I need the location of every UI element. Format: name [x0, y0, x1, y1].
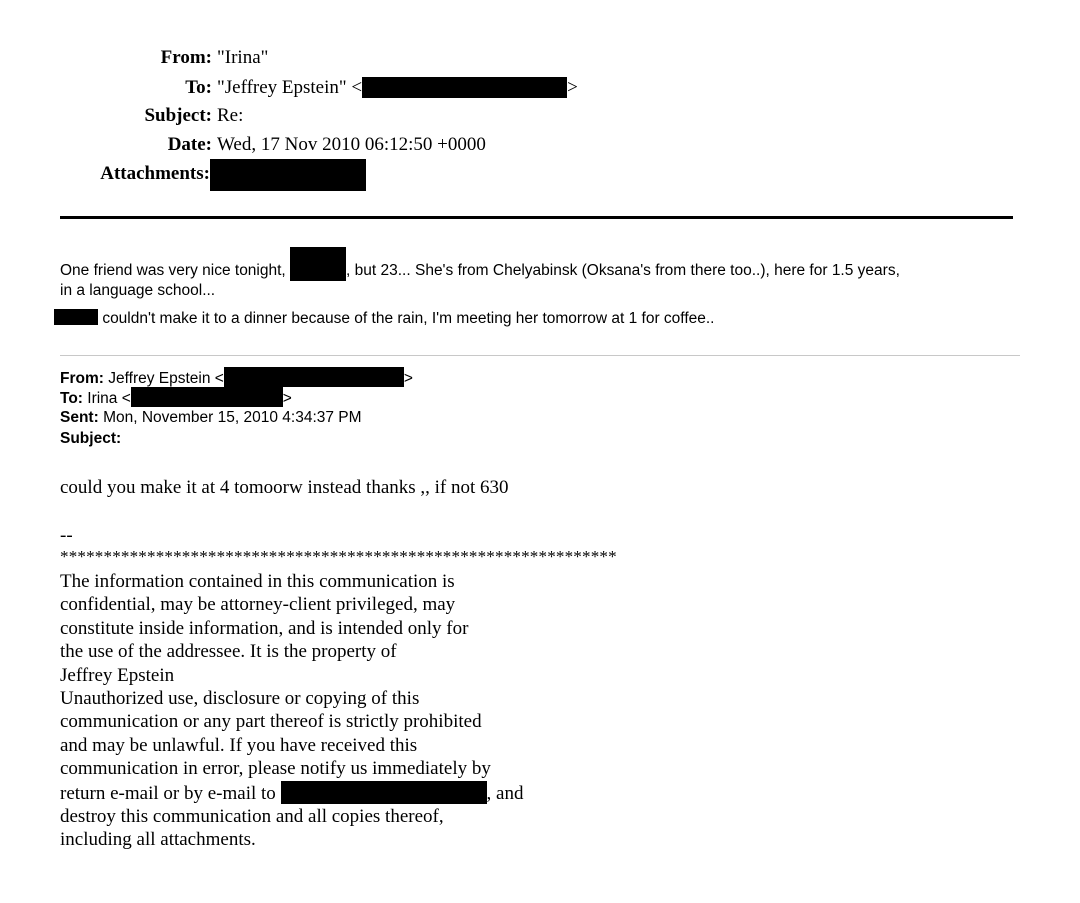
disclaimer-line: communication or any part thereof is strictly prohibited — [60, 711, 482, 733]
reply-line-1 — [60, 247, 1020, 281]
header-from-row — [0, 47, 1080, 69]
disclaimer-line: Unauthorized use, disclosure or copying of this — [60, 688, 420, 710]
quoted-from-close: > — [403, 370, 413, 387]
disclaimer-line — [60, 781, 523, 805]
from-value: "Irina" — [217, 47, 269, 68]
redaction-block — [290, 247, 346, 281]
to-value-close: > — [567, 77, 578, 98]
quoted-from-row — [60, 367, 413, 389]
quoted-to-row — [60, 387, 292, 409]
signature-dashes: -- — [60, 525, 73, 546]
to-label: To: — [185, 77, 212, 98]
quoted-to-label: To: — [60, 390, 83, 407]
attachments-label: Attachments: — [100, 163, 210, 184]
disclaimer-line: including all attachments. — [60, 829, 256, 851]
redaction-block — [281, 781, 487, 804]
quoted-sent-row — [60, 408, 362, 428]
subject-label: Subject: — [144, 105, 212, 126]
quoted-from-label: From: — [60, 370, 104, 387]
quoted-subject-row — [60, 429, 121, 449]
reply-paragraph-2 — [60, 309, 1020, 328]
header-attachments-row — [0, 163, 1080, 193]
signature-stars: **************************************************************** — [60, 547, 617, 566]
header-divider — [60, 216, 1013, 219]
disclaimer-line: confidential, may be attorney-client privileged, may — [60, 594, 456, 616]
reply-text-part2: , but 23... She's from Chelyabinsk (Oksana's from there too..), here for 1.5 years, — [346, 262, 900, 279]
quoted-from-value: Jeffrey Epstein < — [108, 370, 224, 387]
redaction-block — [131, 387, 283, 407]
disclaimer-line: The information contained in this communication is — [60, 571, 455, 592]
quoted-subject-label: Subject: — [60, 430, 122, 447]
disclaimer-line: the use of the addressee. It is the property of — [60, 641, 397, 663]
to-value — [217, 77, 578, 99]
disclaimer-line: constitute inside information, and is intended only for — [60, 617, 469, 639]
from-label: From: — [160, 47, 212, 68]
reply-text-part1: One friend was very nice tonight, — [60, 262, 286, 279]
disclaimer-line: Jeffrey Epstein — [60, 664, 175, 686]
quoted-to-value: Irina < — [87, 390, 131, 407]
date-value: Wed, 17 Nov 2010 06:12:50 +0000 — [217, 134, 486, 155]
quoted-sent-value: Mon, November 15, 2010 4:34:37 PM — [103, 409, 362, 426]
disclaimer-line-part2: , and — [486, 782, 524, 804]
confidentiality-disclaimer — [60, 570, 523, 852]
redaction-block — [224, 367, 404, 387]
reply-paragraph-1 — [60, 247, 1020, 300]
quoted-to-close: > — [282, 390, 292, 407]
header-subject-row — [0, 105, 1080, 127]
disclaimer-line-part1: return e-mail or by e-mail to — [60, 782, 276, 804]
header-to-row — [0, 77, 1080, 99]
reply-text-para2: couldn't make it to a dinner because of the rain, I'm meeting her tomorrow at 1 for coffee.. — [102, 310, 715, 327]
disclaimer-line: communication in error, please notify us immediately by — [60, 758, 491, 780]
redaction-block — [362, 77, 567, 98]
to-value-text: "Jeffrey Epstein" < — [217, 77, 363, 98]
quoted-body: could you make it at 4 tomoorw instead thanks ,, if not 630 — [60, 477, 509, 498]
disclaimer-line: and may be unlawful. If you have received this — [60, 734, 418, 756]
redaction-block — [210, 159, 366, 191]
subject-value: Re: — [217, 105, 244, 126]
quoted-divider — [60, 355, 1020, 356]
quoted-sent-label: Sent: — [60, 409, 99, 426]
disclaimer-line: destroy this communication and all copies thereof, — [60, 806, 444, 828]
redaction-block — [54, 309, 98, 325]
reply-line-2: in a language school... — [60, 282, 216, 299]
date-label: Date: — [167, 134, 212, 155]
header-date-row — [0, 134, 1080, 156]
